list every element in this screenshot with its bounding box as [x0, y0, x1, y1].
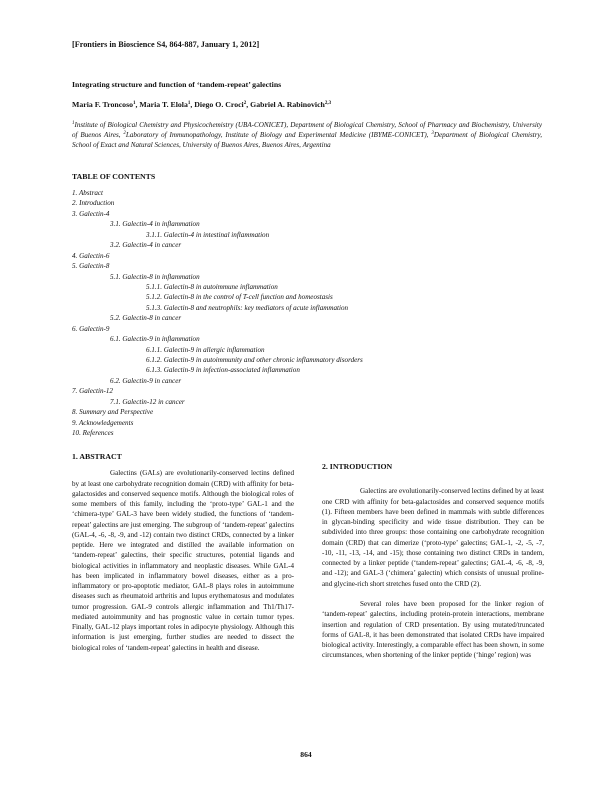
affiliation-text: Department of Biological Chemistry, School of Exact and Natural Sciences, University of Buenos Aires, Buenos Aires, Argentina	[72, 131, 542, 150]
toc-item: 6.2. Galectin-9 in cancer	[110, 376, 182, 385]
toc-item: 5.1.3. Galectin-8 and neutrophils: key mediators of acute inflammation	[146, 303, 349, 312]
toc-item: 6. Galectin-9	[72, 324, 110, 333]
introduction-heading: 2. INTRODUCTION	[322, 462, 393, 471]
introduction-paragraph: Several roles have been proposed for the linker region of ‘tandem-repeat’ galectins, including protein-protein interactions, membrane insertion and regulation of CRD presentation. By using mutated/truncated forms of GAL-8, it has been demonstrated that isolated CRDs have impaired biological activity. Interestingly, a comparable effect has been shown, in some circumstances, when shortening of the linker peptide (‘hinge’ region) was	[322, 600, 544, 660]
toc-item: 6.1.2. Galectin-9 in autoimmunity and other chronic inflammatory disorders	[146, 356, 363, 364]
affiliations	[72, 120, 542, 151]
abstract-paragraph: Galectins (GALs) are evolutionarily-conserved lectins defined by at least one carbohydrate recognition domain (CRD) with affinity for beta-galactosides and conserved sequence motifs. Although the biological roles of some members of this family, including the ‘proto-type’ GAL-1 and the ‘chimera-type’ GAL-3 have been widely studied, the functions of ‘tandem-repeat’ galectins are just emerging. The subgroup of ‘tandem-repeat’ galectins (GAL-4, -6, -8, -9, and -12) contain two distinct CRDs, connected by a linker peptide. Here we integrated and distilled the available information on ‘tandem-repeat’ galectins, their specific structures, potential ligands and biological activities in inflammatory and neoplastic diseases. While GAL-4 has been implicated in inflammatory bowel diseases, either as a pro-inflammatory or pro-apoptotic mediator, GAL-8 plays roles in autoimmune diseases such as rheumatoid arthritis and lupus erythematosus and modulates tumor progression. GAL-9 controls allergic inflammation and Th1/Th17-mediated autoimmunity and has prognostic value in certain tumor types. Finally, GAL-12 plays important roles in adipocyte physiology. Although this information is just emerging, further studies are needed to dissect the biological roles of ‘tandem-repeat’ galectins in health and disease.	[72, 469, 294, 652]
toc-item: 10. References	[72, 429, 114, 438]
author-list	[72, 100, 331, 109]
toc-item: 4. Galectin-6	[72, 251, 110, 260]
author-separator: ,	[135, 100, 140, 109]
toc-item: 5.1.1. Galectin-8 in autoimmune inflammation	[146, 282, 278, 291]
introduction-column	[322, 462, 544, 661]
author-separator: ,	[190, 100, 195, 109]
toc-item: 2. Introduction	[72, 199, 115, 208]
toc-item: 3. Galectin-4	[72, 209, 110, 218]
introduction-paragraph: Galectins are evolutionarily-conserved lectins defined by at least one CRD with affinity for beta-galactosides and conserved sequence motifs (1). Fifteen members have been defined in mammals with subtle differences in glycan-binding specificity and wide tissue distribution. They can be subdivided into three groups: those containing one carbohydrate recognition domain (CRD) that can dimerize (‘proto-type’ galectins; GAL-1, -2, -5, -7, -10, -11, -13, -14, and -15); those containing two distinct CRDs in tandem, connected by a linker peptide (‘tandem-repeat’ galectins; GAL-4, -6, -8, -9, and -12); and GAL-3 (‘chimera’ galectin) which consists of unusual proline- and glycine-rich short stretches fused onto the CRD (2).	[322, 487, 544, 588]
article-title: Integrating structure and function of ‘tandem-repeat’ galectins	[72, 80, 282, 89]
affil-mark: 1	[72, 121, 75, 126]
author-affil-mark: 2	[243, 101, 247, 106]
affil-mark: 3	[431, 131, 434, 137]
author-name: Maria T. Elola	[139, 100, 188, 109]
toc-item: 6.1.1. Galectin-9 in allergic inflammation	[146, 345, 265, 354]
toc-item: 7. Galectin-12	[72, 387, 113, 396]
author-name: Maria F. Troncoso	[72, 100, 134, 109]
author-affil-mark: 2,3	[324, 101, 332, 106]
toc-item: 3.1. Galectin-4 in inflammation	[110, 220, 200, 229]
author-affil-mark: 1	[187, 101, 191, 106]
author-affil-mark: 1	[133, 101, 136, 106]
affil-mark: 2	[123, 131, 126, 137]
toc-item: 5.2. Galectin-8 in cancer	[110, 314, 182, 323]
page-number: 864	[300, 750, 312, 759]
toc-heading: TABLE OF CONTENTS	[72, 172, 156, 181]
author-name: Diego O. Croci	[194, 100, 244, 109]
toc-item: 8. Summary and Perspective	[72, 408, 154, 417]
author-separator: ,	[246, 100, 251, 109]
toc-item: 5.1. Galectin-8 in inflammation	[110, 272, 200, 281]
toc-item: 5. Galectin-8	[72, 262, 110, 271]
toc-list	[72, 188, 542, 439]
journal-header: [Frontiers in Bioscience S4, 864-887, January 1, 2012]	[72, 40, 260, 49]
toc-item: 1. Abstract	[72, 189, 104, 197]
abstract-heading: 1. ABSTRACT	[72, 452, 122, 461]
toc-item: 9. Acknowledgements	[72, 418, 134, 427]
toc-item: 6.1. Galectin-9 in inflammation	[110, 335, 200, 344]
toc-item: 6.1.3. Galectin-9 in infection-associated inflammation	[146, 366, 300, 375]
toc-item: 3.2. Galectin-4 in cancer	[110, 241, 182, 250]
toc-item: 3.1.1. Galectin-4 in intestinal inflammation	[146, 230, 270, 239]
toc-item: 5.1.2. Galectin-8 in the control of T-cell function and homeostasis	[146, 293, 333, 302]
author-name: Gabriel A. Rabinovich	[250, 100, 325, 109]
affiliation-text: Laboratory of Immunopathology, Institute of Biology and Experimental Medicine (IBYME-CONICET),	[125, 131, 432, 140]
toc-item: 7.1. Galectin-12 in cancer	[110, 397, 185, 406]
affiliation-text: Institute of Biological Chemistry and Physicochemistry (UBA-CONICET), Department of Biological Chemistry, School of Pharmacy and Biochemistry, University of Buenos Aires,	[72, 121, 542, 140]
abstract-column	[72, 452, 294, 653]
